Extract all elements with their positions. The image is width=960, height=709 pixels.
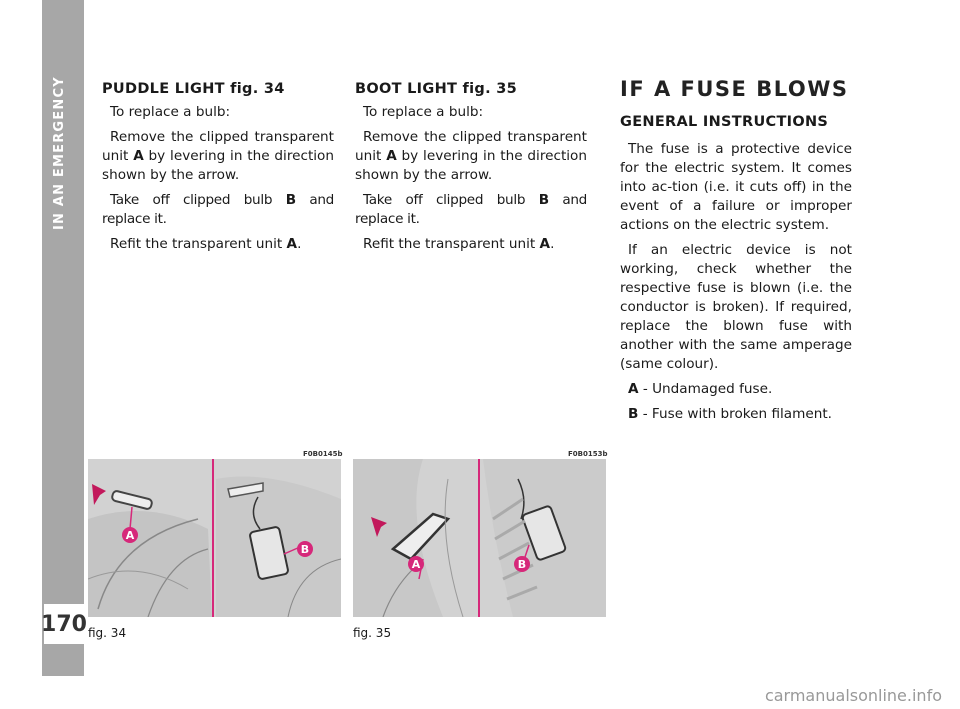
fuse-paragraph-1: The fuse is a protective device for the electric system. It comes into ac-tion (i.e. it cuts off) in the event of a failure or improper actions on the electric system. [620,141,852,233]
figure-34-code: F0B0145b [303,450,343,458]
puddle-step-1: To replace a bulb: [110,104,231,120]
puddle-light-section [102,80,334,260]
puddle-step-3: Take off clipped bulb B and replace it. [102,192,334,227]
fuse-item-b: B - Fuse with broken filament. [628,406,833,422]
puddle-step-2: Remove the clipped transparent unit A by levering in the direction shown by the arrow. [102,129,334,183]
boot-light-title: BOOT LIGHT fig. 35 [355,81,518,97]
boot-step-1: To replace a bulb: [363,104,484,120]
boot-light-section [355,80,587,260]
fuse-heading: IF A FUSE BLOWS [620,77,849,101]
puddle-step-4: Refit the transparent unit A. [110,236,302,252]
fuse-paragraph-2: If an electric device is not working, check whether the respective fuse is blown (i.e. the conductor is broken). If required, replace the blown fuse with another with the same amperage (same colour). [620,242,852,372]
fuse-subheading: GENERAL INSTRUCTIONS [620,114,829,130]
fuse-item-a: A - Undamaged fuse. [628,381,773,397]
boot-light-diagram [353,459,606,617]
callout-a-fig34: A [122,527,138,543]
figure-34-illustration [88,459,341,617]
boot-step-4: Refit the transparent unit A. [363,236,555,252]
callout-a-fig35: A [408,556,424,572]
figure-34-caption: fig. 34 [88,626,127,640]
puddle-light-title: PUDDLE LIGHT fig. 34 [102,81,285,97]
boot-step-3: Take off clipped bulb B and replace it. [355,192,587,227]
figure-35-caption: fig. 35 [353,626,392,640]
section-title: IN AN EMERGENCY [52,76,67,230]
callout-b-fig35: B [514,556,530,572]
page-number: 170 [44,604,84,644]
figure-35-code: F0B0153b [568,450,608,458]
watermark-text: carmanualsonline.info [764,686,942,705]
boot-step-2: Remove the clipped transparent unit A by levering in the direction shown by the arrow. [355,129,587,183]
fuse-section [620,77,852,430]
callout-b-fig34: B [297,541,313,557]
figure-35-illustration [353,459,606,617]
